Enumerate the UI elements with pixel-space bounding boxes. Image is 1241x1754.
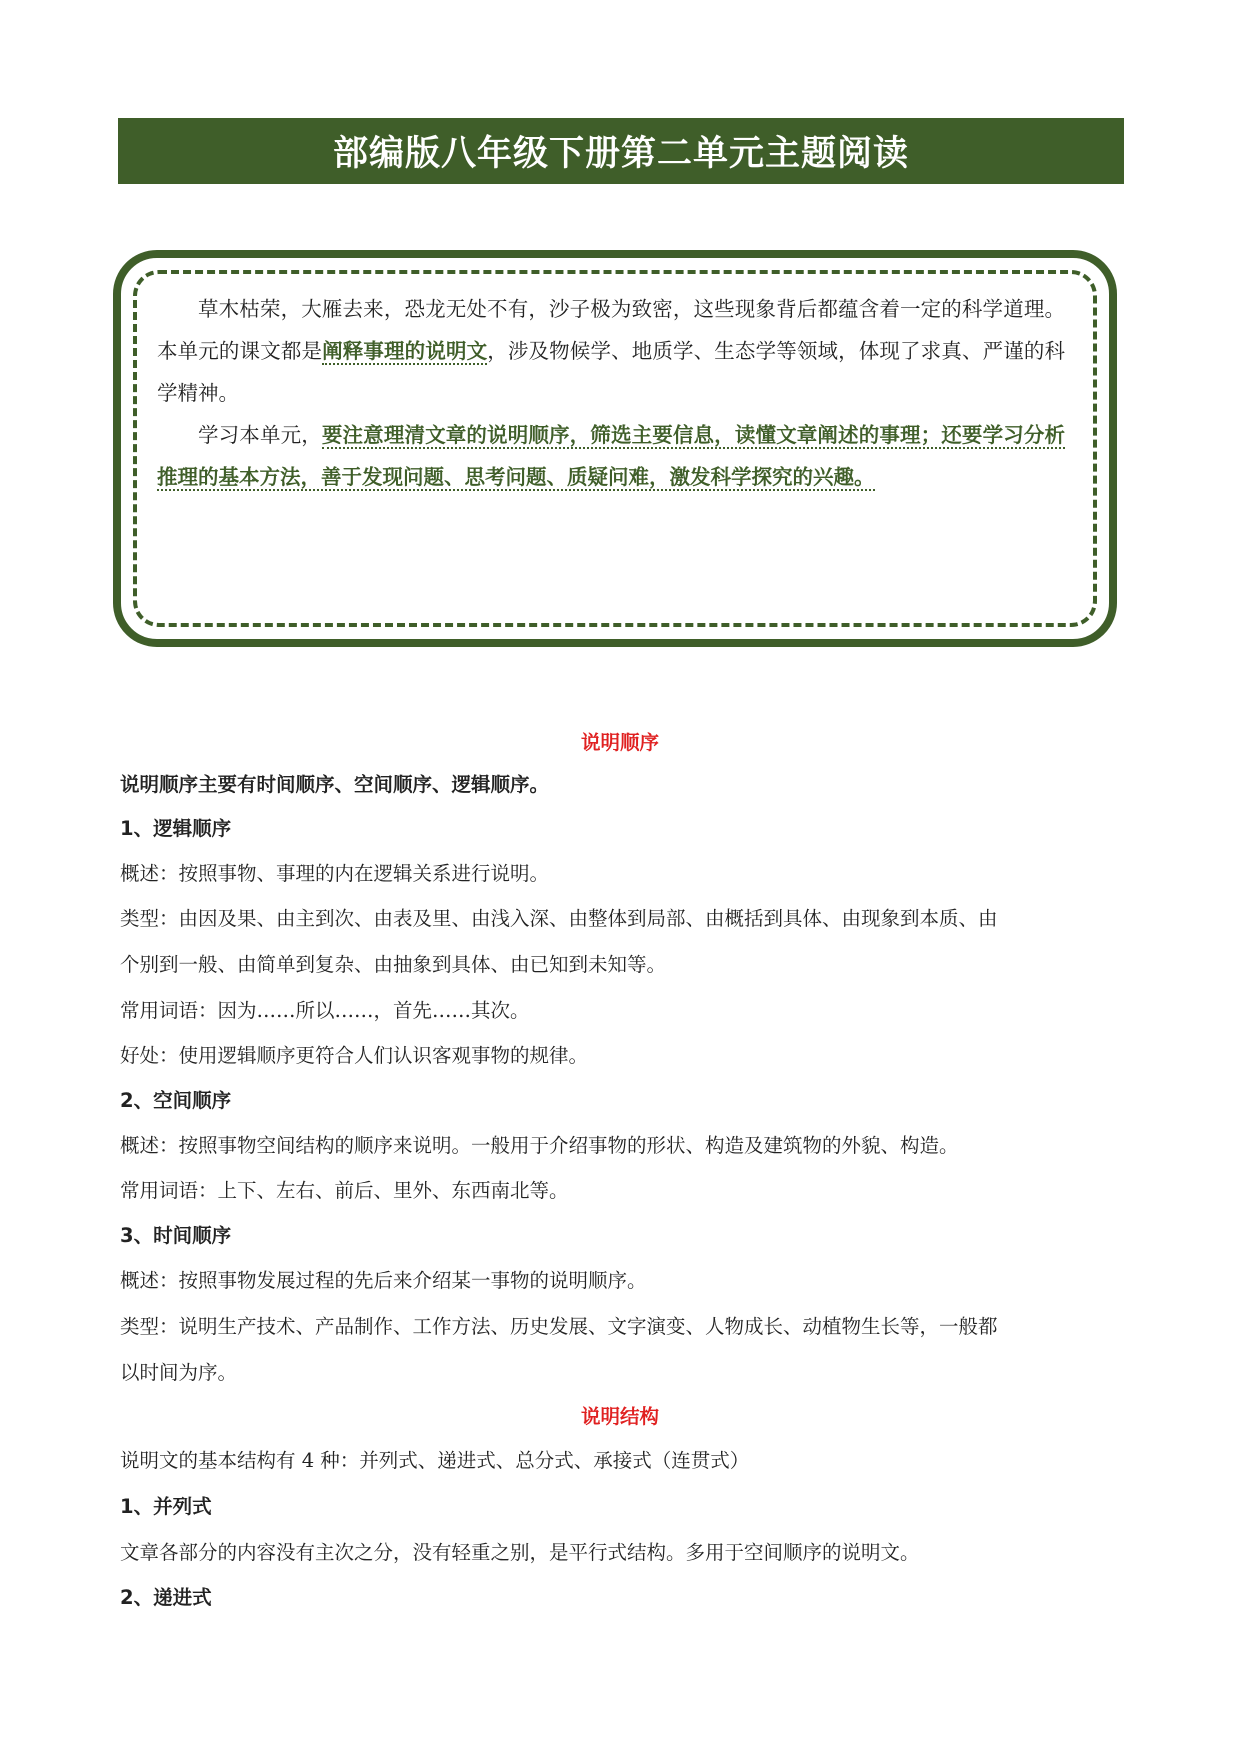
page-title: 部编版八年级下册第二单元主题阅读 (118, 118, 1124, 184)
intro-p2-highlight: 要注意理清文章的说明顺序，筛选主要信息，读懂文章阐述的事理；还要学习分析推理的基本方法，善于发现问题、思考问题、质疑问难，激发科学探究的兴趣。 (157, 423, 1066, 489)
space-order-heading: 2、空间顺序 (120, 1089, 232, 1112)
logic-order-overview: 概述：按照事物、事理的内在逻辑关系进行说明。 (120, 862, 550, 885)
section-title-structure: 说明结构 (580, 1405, 659, 1428)
time-order-types-1: 类型：说明生产技术、产品制作、工作方法、历史发展、文字演变、人物成长、动植物生长等，一般都 (120, 1315, 998, 1338)
intro-box (113, 250, 1117, 647)
intro-paragraph-1 (157, 288, 1065, 414)
structure-summary: 说明文的基本结构有 4 种：并列式、递进式、总分式、承接式（连贯式） (120, 1449, 750, 1472)
time-order-heading: 3、时间顺序 (120, 1224, 232, 1247)
parallel-heading: 1、并列式 (120, 1495, 212, 1518)
space-order-overview: 概述：按照事物空间结构的顺序来说明。一般用于介绍事物的形状、构造及建筑物的外貌、构造。 (120, 1134, 959, 1157)
intro-p1-text-a: 草木枯荣，大雁去来，恐龙无处不有，沙子极为致密，这些现象背后都蕴含着一定的科学道理。本单元的课文都是 (157, 297, 1065, 363)
parallel-text: 文章各部分的内容没有主次之分，没有轻重之别，是平行式结构。多用于空间顺序的说明文。 (120, 1541, 920, 1564)
logic-order-benefit: 好处：使用逻辑顺序更符合人们认识客观事物的规律。 (120, 1044, 589, 1067)
logic-order-types-2: 个别到一般、由简单到复杂、由抽象到具体、由已知到未知等。 (120, 953, 667, 976)
intro-p1-text-b: ，涉及物候学、地质学、生态学等领域，体现了求真、严谨的科学精神。 (157, 339, 1066, 405)
section-title-order: 说明顺序 (580, 731, 659, 754)
space-order-words: 常用词语：上下、左右、前后、里外、东西南北等。 (120, 1179, 569, 1202)
progressive-heading: 2、递进式 (120, 1586, 212, 1609)
intro-paragraph-2 (157, 414, 1065, 498)
order-summary: 说明顺序主要有时间顺序、空间顺序、逻辑顺序。 (120, 773, 550, 796)
logic-order-heading: 1、逻辑顺序 (120, 817, 232, 840)
logic-order-types-1: 类型：由因及果、由主到次、由表及里、由浅入深、由整体到局部、由概括到具体、由现象到本质、由 (120, 907, 998, 930)
intro-text (157, 288, 1065, 498)
time-order-overview: 概述：按照事物发展过程的先后来介绍某一事物的说明顺序。 (120, 1269, 647, 1292)
intro-p1-highlight: 阐释事理的说明文 (322, 339, 488, 363)
main-content (120, 722, 1120, 1620)
intro-p2-text-a: 学习本单元， (198, 423, 322, 447)
time-order-types-2: 以时间为序。 (120, 1361, 238, 1384)
logic-order-words: 常用词语：因为……所以……，首先……其次。 (120, 999, 530, 1022)
